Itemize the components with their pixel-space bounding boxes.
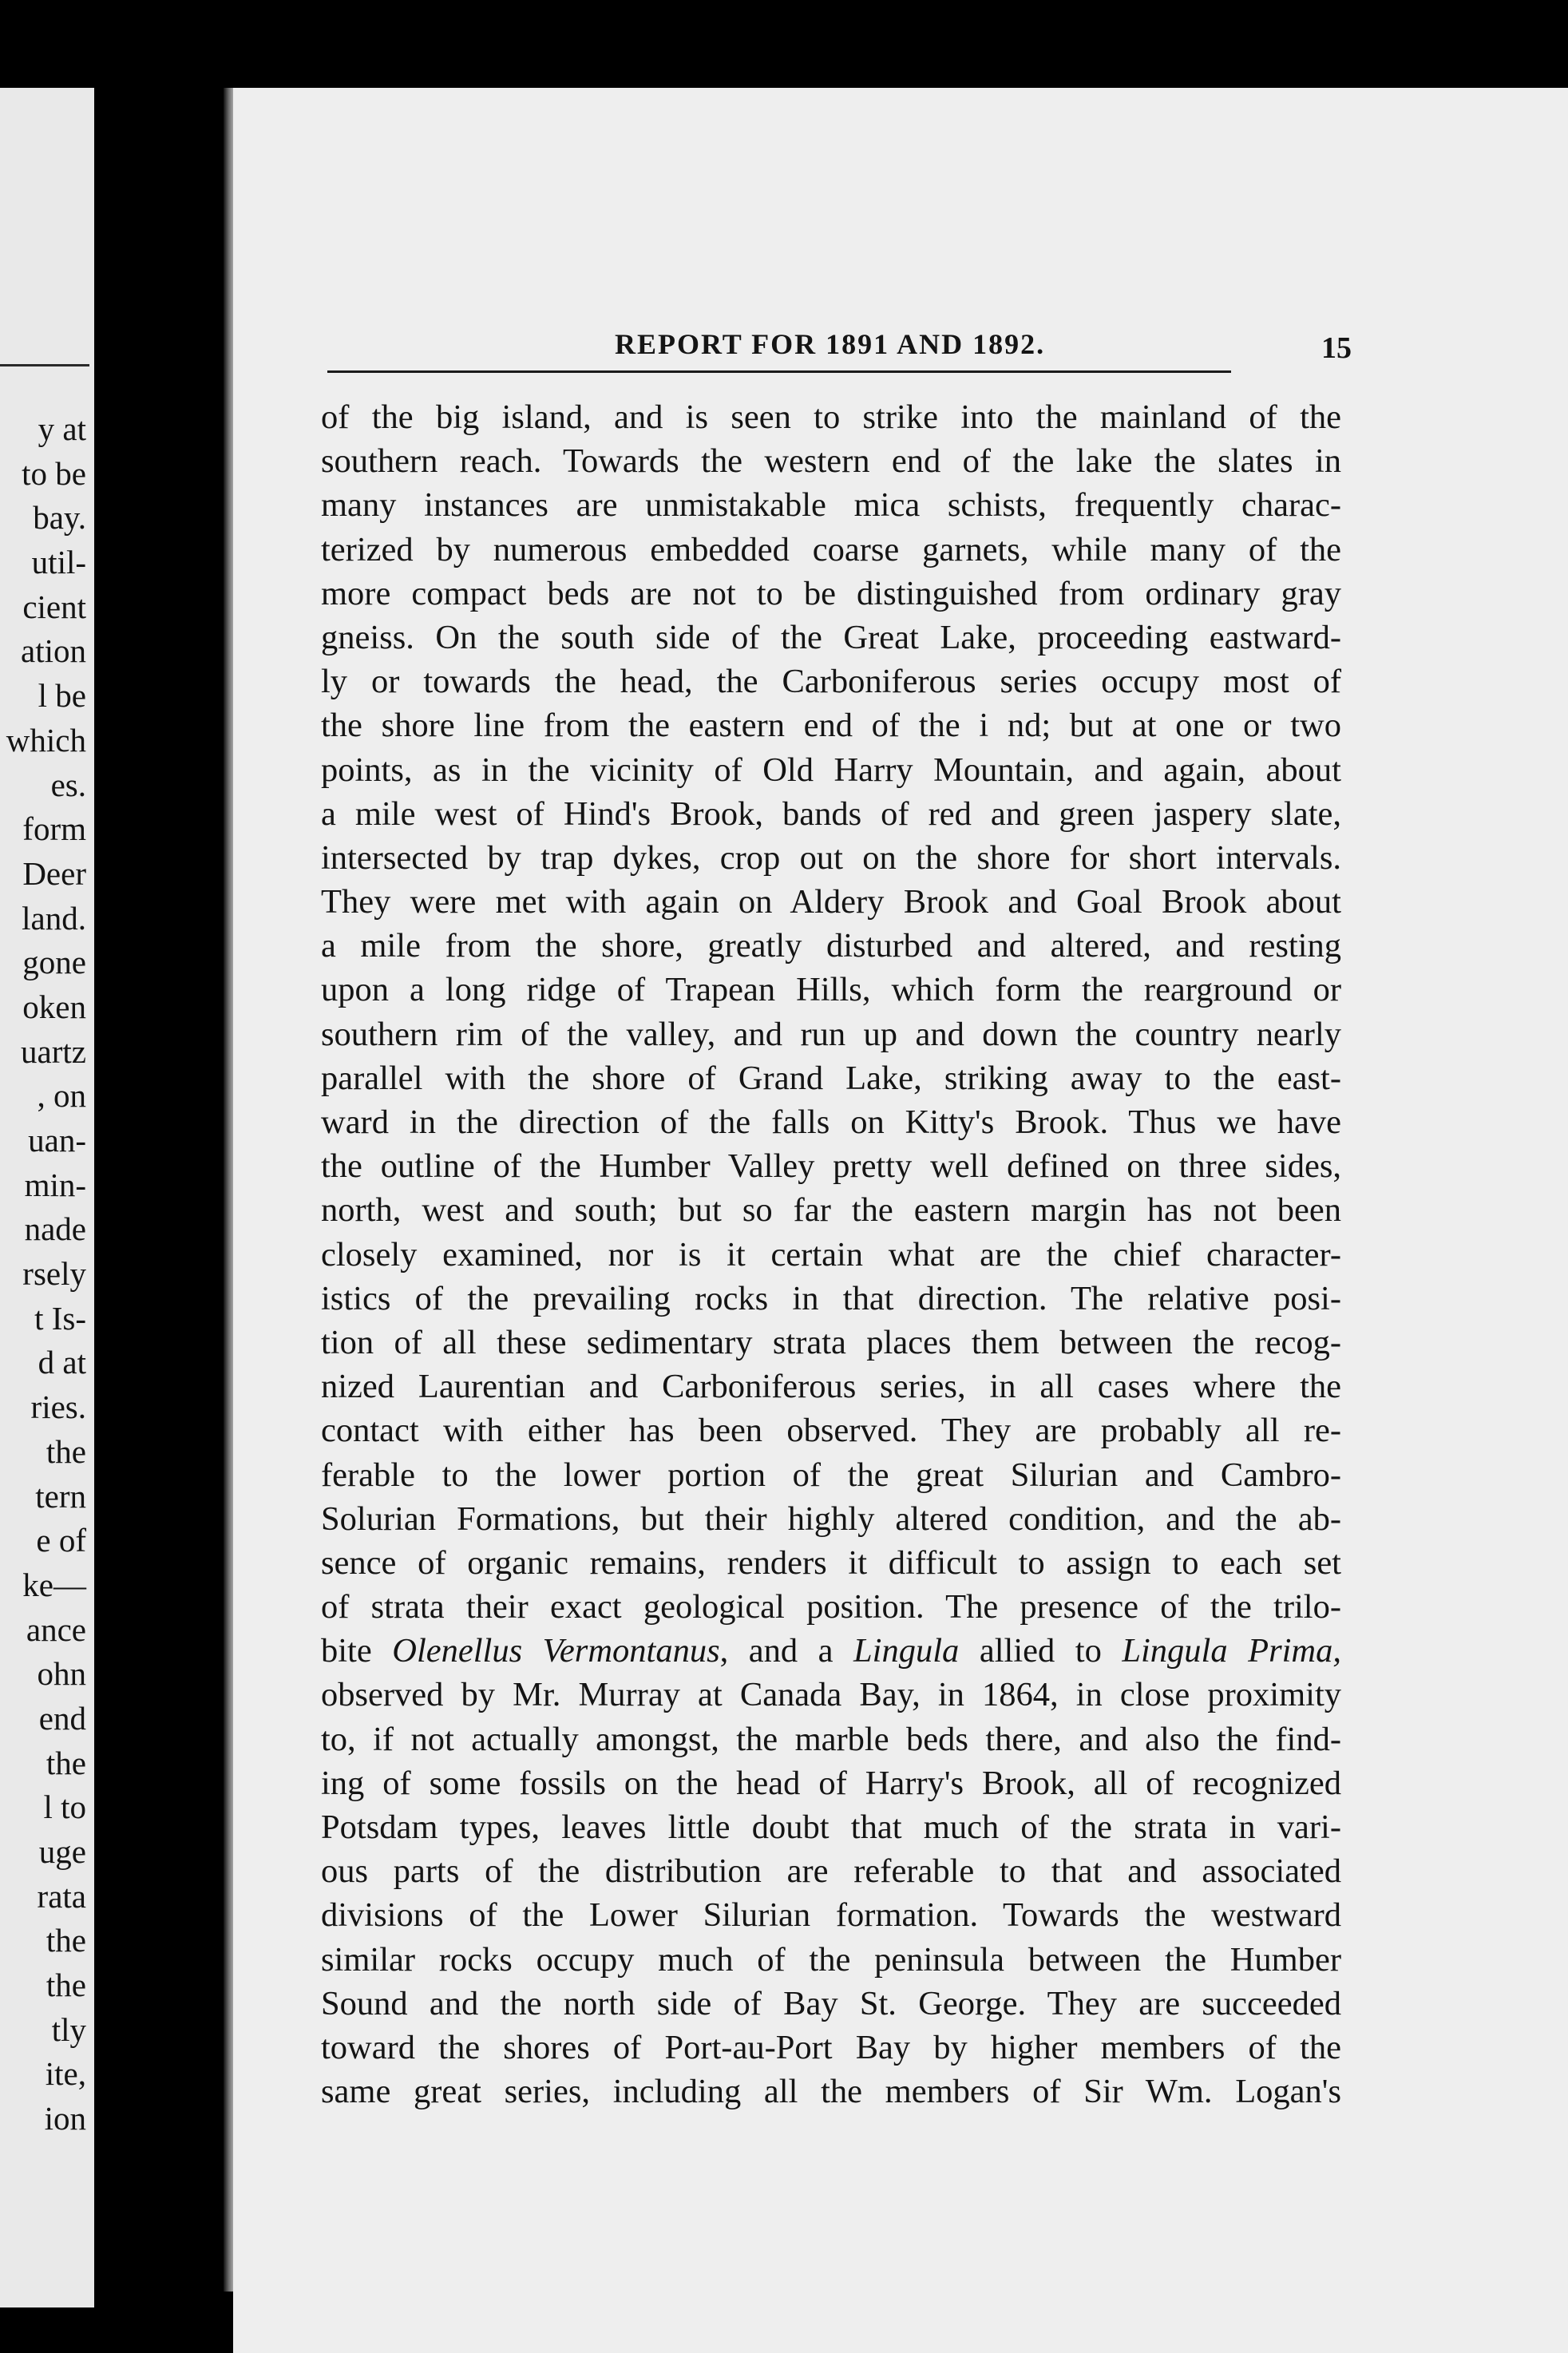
left-text-line: ance	[26, 1610, 86, 1648]
left-text-line: y at	[38, 410, 86, 447]
species-name: Olenellus Vermontanus	[392, 1632, 720, 1670]
left-text-line: ries.	[30, 1388, 86, 1426]
left-page-text	[6, 407, 86, 2141]
text-line	[321, 1629, 1341, 1673]
left-text-line: ke—	[22, 1566, 86, 1603]
page-header	[327, 327, 1357, 383]
text-line: nized Laurentian and Carboniferous series, in all cases where the	[321, 1368, 1341, 1406]
genus-name: Lingula	[853, 1632, 960, 1670]
left-text-line: util-	[31, 544, 86, 581]
text-line: a mile west of Hind's Brook, bands of red and green jaspery slate,	[321, 794, 1341, 833]
left-text-line: uge	[38, 1833, 86, 1870]
text-line: to, if not actually amongst, the marble beds there, and also the find-	[321, 1720, 1341, 1758]
left-text-line: the	[46, 1432, 86, 1470]
species-name: Lingula Prima,	[1122, 1632, 1341, 1670]
left-text-line: the	[46, 1922, 86, 1959]
text-line: the shore line from the eastern end of the i nd; but at one or two	[321, 707, 1341, 745]
left-text-line: uartz	[21, 1032, 86, 1070]
page-number: 15	[1321, 331, 1352, 365]
text-line: same great series, including all the members of Sir Wm. Logan's	[321, 2073, 1341, 2111]
left-text-line: uan-	[28, 1122, 86, 1159]
left-text-line: es.	[50, 766, 86, 803]
left-text-line: rata	[37, 1877, 86, 1915]
left-text-line: tern	[35, 1477, 86, 1515]
left-text-line: d at	[38, 1344, 86, 1381]
text-line: a mile from the shore, greatly disturbed and altered, and resting	[321, 927, 1341, 965]
text-line: closely examined, nor is it certain what are the chief character-	[321, 1235, 1341, 1274]
text-line: Potsdam types, leaves little doubt that much of the strata in vari-	[321, 1808, 1341, 1846]
left-text-line: min-	[24, 1166, 86, 1203]
left-text-line: , on	[37, 1077, 86, 1115]
gutter	[94, 0, 232, 2353]
left-header-rule	[0, 364, 89, 366]
left-text-line: land.	[22, 899, 86, 937]
header-rule	[327, 370, 1231, 373]
text-line: intersected by trap dykes, crop out on the shore for short intervals.	[321, 838, 1341, 877]
text-run: allied to	[959, 1632, 1123, 1670]
left-text-line: cient	[22, 588, 86, 625]
text-line: tion of all these sedimentary strata places them between the recog-	[321, 1323, 1341, 1361]
text-line: ward in the direction of the falls on Kitty's Brook. Thus we have	[321, 1103, 1341, 1141]
left-text-line: which	[6, 721, 86, 759]
text-line: observed by Mr. Murray at Canada Bay, in 1864, in close proximity	[321, 1676, 1341, 1714]
left-text-line: gone	[22, 944, 86, 981]
text-line: north, west and south; but so far the eastern margin has not been	[321, 1191, 1341, 1230]
left-text-line: ohn	[37, 1655, 86, 1693]
left-text-line: Deer	[22, 854, 86, 892]
left-text-line: nade	[24, 1210, 86, 1248]
text-line: ferable to the lower portion of the great Silurian and Cambro-	[321, 1456, 1341, 1494]
body-text	[321, 395, 1341, 2113]
text-line: contact with either has been observed. They are probably all re-	[321, 1412, 1341, 1450]
left-text-line: bay.	[33, 499, 86, 537]
text-line: gneiss. On the south side of the Great Lake, proceeding eastward-	[321, 618, 1341, 656]
text-run: , and a	[719, 1632, 854, 1670]
left-text-line: rsely	[22, 1255, 86, 1293]
text-line: more compact beds are not to be distinguished from ordinary gray	[321, 574, 1341, 612]
text-line: similar rocks occupy much of the peninsula between the Humber	[321, 1940, 1341, 1979]
left-text-line: oken	[22, 988, 86, 1025]
text-line: ly or towards the head, the Carboniferous series occupy most of	[321, 663, 1341, 701]
left-text-line: ion	[44, 2100, 86, 2137]
text-line: of strata their exact geological position. The presence of the trilo-	[321, 1588, 1341, 1626]
running-title: REPORT FOR 1891 AND 1892.	[615, 328, 1046, 360]
left-text-line: t Is-	[34, 1299, 86, 1337]
text-line: points, as in the vicinity of Old Harry Mountain, and again, about	[321, 751, 1341, 789]
book-page	[233, 88, 1568, 2353]
left-text-line: ation	[21, 632, 86, 670]
left-text-line: l be	[38, 677, 86, 715]
text-line: many instances are unmistakable mica schists, frequently charac-	[321, 486, 1341, 525]
left-text-line: the	[46, 1967, 86, 2004]
text-line: ous parts of the distribution are referable to that and associated	[321, 1852, 1341, 1891]
left-text-line: tly	[51, 2010, 86, 2048]
text-line: toward the shores of Port-au-Port Bay by higher members of the	[321, 2028, 1341, 2066]
left-facing-page	[0, 88, 94, 2307]
text-line: the outline of the Humber Valley pretty well defined on three sides,	[321, 1147, 1341, 1186]
left-text-line: l to	[43, 1789, 86, 1826]
text-line: terized by numerous embedded coarse garnets, while many of the	[321, 530, 1341, 568]
text-line: southern rim of the valley, and run up and down the country nearly	[321, 1015, 1341, 1053]
left-text-line: the	[46, 1744, 86, 1781]
text-line: southern reach. Towards the western end of the lake the slates in	[321, 442, 1341, 481]
left-text-line: to be	[22, 454, 86, 492]
text-run: bite	[321, 1632, 393, 1670]
text-line: They were met with again on Aldery Brook and Goal Brook about	[321, 883, 1341, 921]
text-line: istics of the prevailing rocks in that direction. The relative posi-	[321, 1279, 1341, 1317]
text-line: ing of some fossils on the head of Harry's Brook, all of recognized	[321, 1764, 1341, 1802]
text-line: divisions of the Lower Silurian formation. Towards the westward	[321, 1896, 1341, 1935]
left-text-line: ite,	[45, 2055, 86, 2093]
text-line: Sound and the north side of Bay St. George. They are succeeded	[321, 1984, 1341, 2022]
text-line: upon a long ridge of Trapean Hills, which form the rearground or	[321, 971, 1341, 1009]
text-line: sence of organic remains, renders it difficult to assign to each set	[321, 1543, 1341, 1582]
text-line: of the big island, and is seen to strike into the mainland of the	[321, 398, 1341, 436]
text-line: parallel with the shore of Grand Lake, striking away to the east-	[321, 1059, 1341, 1097]
left-text-line: end	[38, 1699, 86, 1737]
left-text-line: e of	[36, 1522, 86, 1559]
left-text-line: form	[22, 810, 86, 848]
text-line: Solurian Formations, but their highly altered condition, and the ab-	[321, 1499, 1341, 1538]
